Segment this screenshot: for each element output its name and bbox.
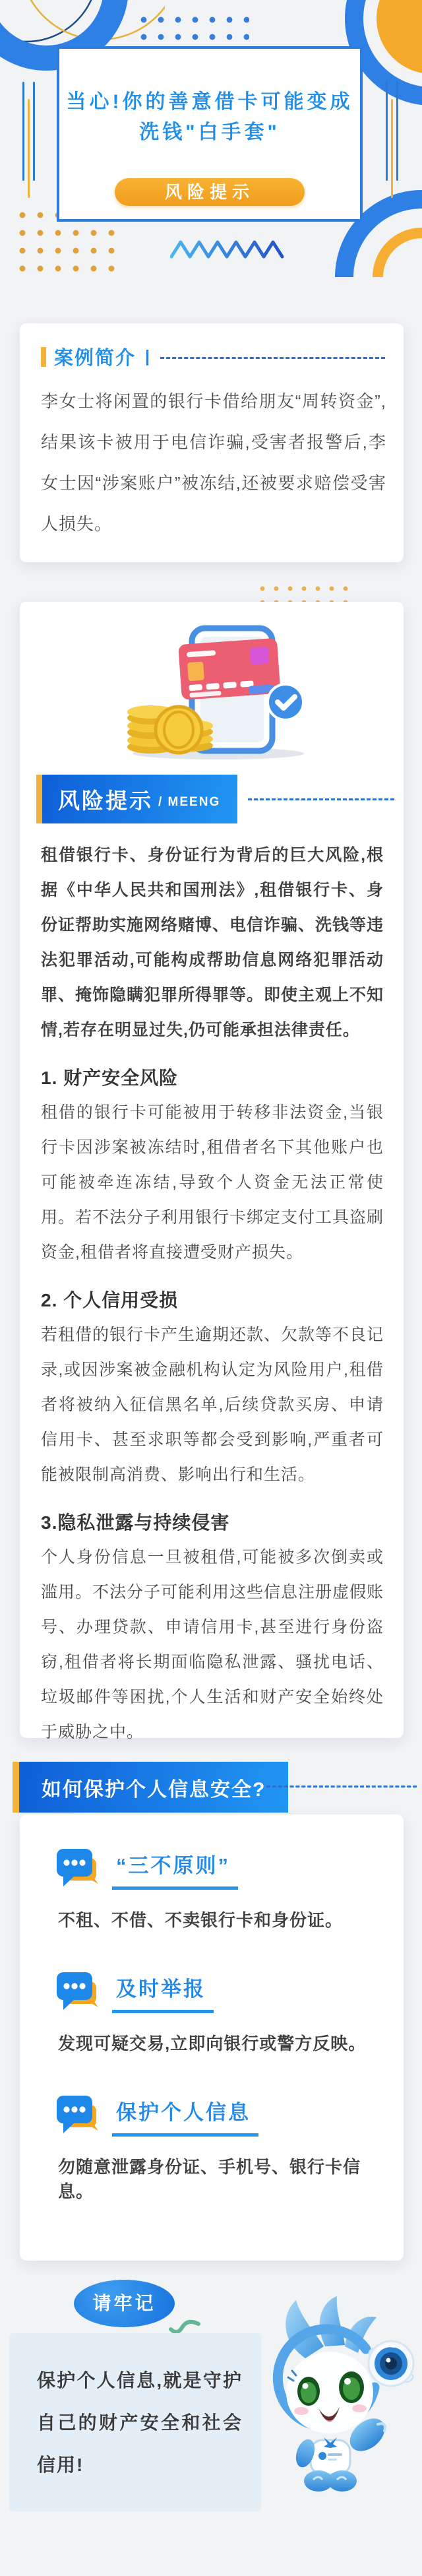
- tip-body: 不租、不借、不卖银行卡和身份证。: [58, 1910, 344, 1930]
- orange-accent-bar: [41, 347, 46, 367]
- side-line: [391, 99, 393, 198]
- chat-bubbles-icon: [57, 1849, 100, 1890]
- tip-row: [57, 1849, 404, 1890]
- tip-row: [57, 2096, 404, 2137]
- phone-card-coins-illustration: [86, 624, 337, 760]
- dashed-divider: [266, 1786, 417, 1787]
- dashed-divider: [160, 357, 385, 359]
- risk-banner-title: 风险提示: [58, 788, 153, 813]
- chat-bubbles-icon: [57, 1972, 100, 2013]
- howto-banner-title: 如何保护个人信息安全?: [42, 1778, 266, 1801]
- tip-title: “三不原则”: [112, 1849, 238, 1890]
- side-line: [22, 82, 24, 181]
- risk-item-title: 2. 个人信用受损: [41, 1290, 179, 1310]
- risk-banner: [42, 775, 237, 823]
- orange-accent-bar: [36, 775, 42, 823]
- howto-banner: [19, 1762, 288, 1813]
- tip-body: 勿随意泄露身份证、手机号、银行卡信息。: [58, 2157, 361, 2201]
- risk-intro-text: 租借银行卡、身份证行为背后的巨大风险,根据《中华人民共和国刑法》,租借银行卡、身份证帮助实施网络赌博、电信诈骗、洗钱等违法犯罪活动,可能构成帮助信息网络犯罪活动罪、掩饰隐瞒犯罪所得罪等。即使主观上不知情,若存在明显过失,仍可能承担法律责任。: [41, 846, 384, 1039]
- title-card: [57, 46, 363, 222]
- risk-item-title: 3.隐私泄露与持续侵害: [41, 1512, 230, 1533]
- footer-message: 保护个人信息,就是守护自己的财产安全和社会信用!: [37, 2370, 243, 2475]
- side-line: [386, 82, 388, 181]
- tip-title: 及时举报: [112, 1972, 214, 2013]
- zigzag-line-icon: [170, 239, 286, 260]
- dashed-divider: [248, 798, 394, 800]
- orange-accent-bar: [13, 1762, 19, 1813]
- water-drop-mascot-illustration: [267, 2295, 422, 2493]
- dot-grid-blue: [136, 12, 249, 45]
- risk-item-body: 个人身份信息一旦被租借,可能被多次倒卖或滥用。不法分子可能利用这些信息注册虚假账号、办理贷款、申请信用卡,甚至进行身份盗窃,租借者将长期面临隐私泄露、骚扰电话、垃圾邮件等困扰,个人生活和财产安全始终处于威胁之中。: [41, 1548, 384, 1741]
- side-line: [33, 82, 35, 181]
- risk-card: [20, 602, 404, 1741]
- howto-banner-row: [13, 1762, 288, 1813]
- page-title-line1: 当心!你的善意借卡可能变成: [66, 91, 353, 113]
- risk-item-body: 租借的银行卡可能被用于转移非法资金,当银行卡因涉案被冻结时,租借者名下其他账户也可能被牵连冻结,导致个人资金无法正常使用。若不法分子利用银行卡绑定支付工具盗刷资金,租借者将直接遭受财产损失。: [41, 1103, 384, 1262]
- heading-divider: |: [145, 347, 150, 366]
- risk-item-body: 若租借的银行卡产生逾期还款、欠款等不良记录,或因涉案被金融机构认定为风险用户,租借者将被纳入征信黑名单,后续贷款买房、申请信用卡、甚至求职等都会受到影响,严重者可能被限制高消费、影响出行和生活。: [41, 1326, 384, 1484]
- risk-hint-button[interactable]: 风险提示: [115, 178, 305, 206]
- risk-banner-row: [20, 775, 404, 823]
- tip-title: 保护个人信息: [112, 2096, 258, 2137]
- case-heading-row: [20, 323, 404, 370]
- tip-body: 发现可疑交易,立即向银行或警方反映。: [58, 2034, 367, 2053]
- tip-row: [57, 1972, 404, 2013]
- remember-badge: 请牢记: [74, 2280, 175, 2327]
- side-line: [396, 82, 398, 181]
- risk-banner-suffix: / MEENG: [158, 795, 221, 809]
- chat-bubbles-icon: [57, 2096, 100, 2137]
- risk-item-title: 1. 财产安全风险: [41, 1068, 179, 1088]
- page-title: [59, 87, 360, 148]
- case-card: [20, 323, 404, 562]
- side-line: [28, 99, 30, 198]
- case-heading: 案例简介: [54, 348, 136, 369]
- howto-card: [20, 1815, 404, 2261]
- page-title-line2: 洗钱"白手套": [139, 121, 280, 143]
- footer-message-box: [9, 2333, 261, 2511]
- case-body-text: 李女士将闲置的银行卡借给朋友“周转资金”,结果该卡被用于电信诈骗,受害者报警后,李女士因“涉案账户”被冻结,还被要求赔偿受害人损失。: [41, 391, 386, 534]
